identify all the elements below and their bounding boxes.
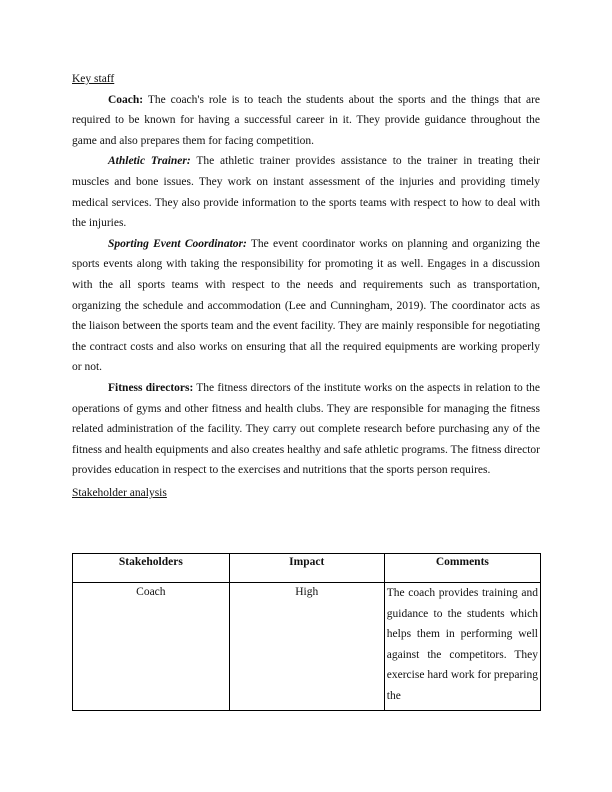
role-paragraph-event-coordinator: [72, 234, 540, 378]
key-staff-heading: Key staff: [72, 73, 115, 85]
role-paragraph-athletic-trainer: [72, 151, 540, 233]
table-row: [73, 583, 541, 711]
role-text-fitness-directors: The fitness directors of the institute works on the aspects in relation to the operations of gyms and other fitness and health clubs. They are responsible for managing the fitness related administration of the facility. They carry out complete research before purchasing any of the fitness and health equipments and also creates healthy and safe athletic programs. The fitness director provides education in respect to the exercises and nutritions that the sports person requires.: [72, 381, 541, 477]
stakeholder-table: [72, 553, 541, 711]
role-title-fitness-directors: Fitness directors:: [108, 381, 194, 394]
role-title-athletic-trainer: Athletic Trainer:: [108, 155, 191, 168]
role-title-event-coordinator: Sporting Event Coordinator:: [108, 237, 247, 250]
cell-stakeholder: Coach: [73, 583, 230, 711]
column-header-impact: Impact: [229, 554, 384, 583]
cell-impact: High: [229, 583, 384, 711]
role-text-athletic-trainer: The athletic trainer provides assistance to the trainer in treating their muscles and bone issues. They work on instant assessment of the injuries and providing timely medical services. They also provide information to the sports teams with respect to how to deal with the injuries.: [72, 155, 540, 230]
document-page: [72, 69, 540, 503]
role-paragraph-coach: [72, 90, 540, 152]
column-header-stakeholders: Stakeholders: [73, 554, 230, 583]
column-header-comments: Comments: [384, 554, 540, 583]
table-header-row: [73, 554, 541, 583]
stakeholder-analysis-heading: Stakeholder analysis: [72, 486, 167, 499]
role-text-event-coordinator: The event coordinator works on planning and organizing the sports events along with taking the responsibility for promoting it as well. Engages in a discussion with the all sports teams with respect to the needs and requirements such as transportation, organizing the schedule and accommodation (Lee and Cunningham, 2019). The coordinator acts as the liaison between the sports team and the event facility. They are mainly responsible for negotiating the contract costs and also works on ensuring that all the required equipments are working properly or not.: [72, 237, 541, 374]
role-paragraph-fitness-directors: [72, 378, 540, 481]
cell-comment: The coach provides training and guidance to the students which helps them in performing well against the competitors. They exercise hard work for preparing the: [384, 583, 540, 711]
role-text-coach: The coach's role is to teach the students about the sports and the things that are required to be known for having a successful career in it. They provide guidance throughout the game and also prepares them for facing competition.: [72, 93, 540, 147]
role-title-coach: Coach:: [108, 93, 144, 106]
